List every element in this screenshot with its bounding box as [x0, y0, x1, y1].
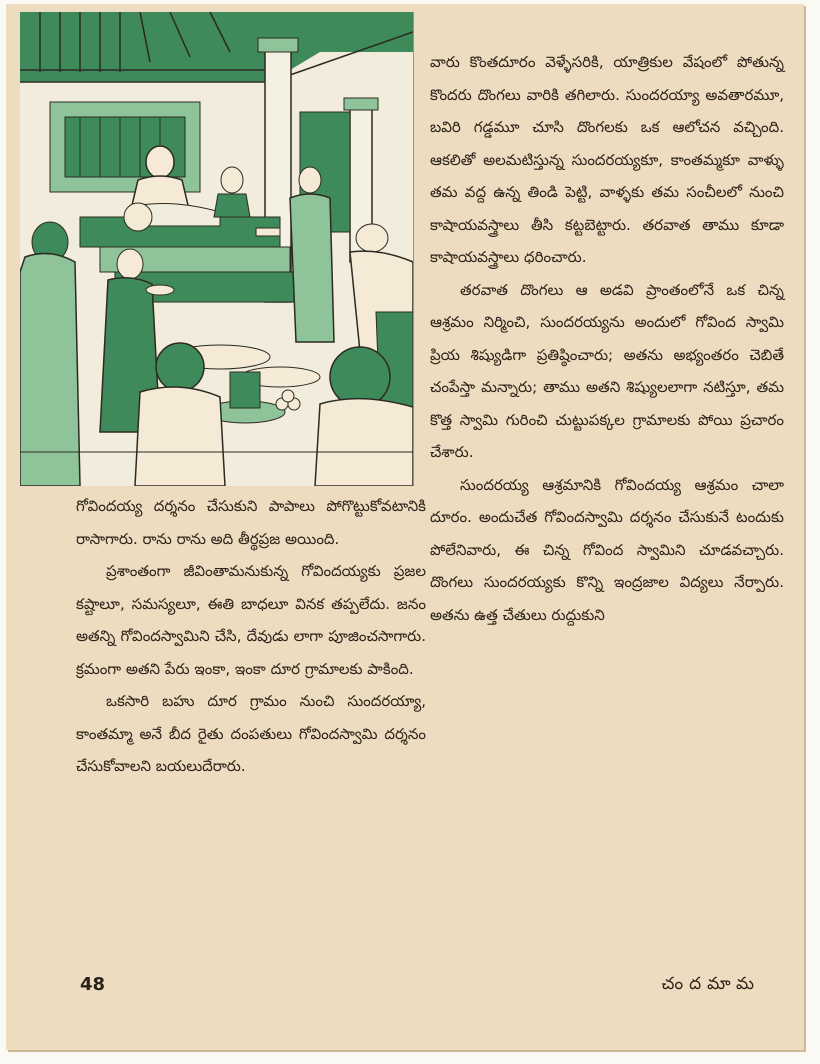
left-paragraph-1: గోవిందయ్య దర్శనం చేసుకుని పాపాలు పోగొట్టుకోవటానికి రాసాగారు. రాను రాను అది తీర్థప్రజ అయింది. [76, 497, 426, 548]
page-number: 48 [80, 974, 106, 995]
magazine-page [6, 4, 804, 1050]
magazine-name: చందమామ [661, 974, 760, 994]
left-paragraph-3: ఒకసారి బహు దూర గ్రామం నుంచి సుందరయ్యా, కాంతమ్మా అనే బీద రైతు దంపతులు గోవిందస్వామి దర్శనం చేసుకోవాలని బయలుదేరారు. [76, 692, 426, 775]
left-paragraph-2: ప్రశాంతంగా జీవింతామనుకున్న గోవిందయ్యకు ప్రజల కష్టాలూ, సమస్యలూ, ఈతి బాధలూ వినక తప్పలేదు. జనం అతన్ని గోవిందస్వామిని చేసి, దేవుడు లాగా పూజించసాగారు. క్రమంగా అతని పేరు ఇంకా, ఇంకా దూర గ్రామాలకు పాకింది. [76, 562, 426, 678]
right-paragraph-1: వారు కొంతదూరం వెళ్ళేసరికి, యాత్రికుల వేషంలో పోతున్న కొందరు దొంగలు వారికి తగిలారు. సుందరయ్యా అవతారమూ, బవిరి గడ్డమూ చూసి దొంగలకు ఒక ఆలోచన వచ్చింది. ఆకలితో అలమటిస్తున్న సుందరయ్యకూ, కాంతమ్మకూ వాళ్ళు తమ వద్ద ఉన్న తిండి పెట్టి, వాళ్ళకు తమ సంచీలలో నుంచి కాషాయవస్త్రాలు తీసి కట్టబెట్టారు. తరవాత తాము కూడా కాషాయవస్త్రాలు ధరించారు. [430, 53, 784, 266]
right-column-text [430, 46, 784, 631]
left-column-text [76, 490, 426, 783]
right-paragraph-2: తరవాత దొంగలు ఆ అడవి ప్రాంతంలోనే ఒక చిన్న ఆశ్రమం నిర్మించి, సుందరయ్యను అందులో గోవింద స్వామి ప్రియ శిష్యుడిగా ప్రతిష్ఠించారు; అతను అభ్యంతరం చెబితే చంపేస్తా మన్నారు; తాము అతని శిష్యులలాగా నటిస్తూ, తమ కొత్త స్వామి గురించి చుట్టుపక్కల గ్రామాలకు పోయి ప్రచారం చేశారు. [430, 280, 784, 461]
right-paragraph-3: సుందరయ్య ఆశ్రమానికి గోవిందయ్య ఆశ్రమం చాలా దూరం. అందుచేత గోవిందస్వామి దర్శనం చేసుకునే టందుకు పోలేనివారు, ఈ చిన్న గోవింద స్వామిని చూడవచ్చారు. దొంగలు సుందరయ్యకు కొన్ని ఇంద్రజాల విద్యలు నేర్పారు. అతను ఉత్త చేతులు రుద్దుకుని [430, 475, 784, 624]
story-illustration [20, 12, 414, 486]
